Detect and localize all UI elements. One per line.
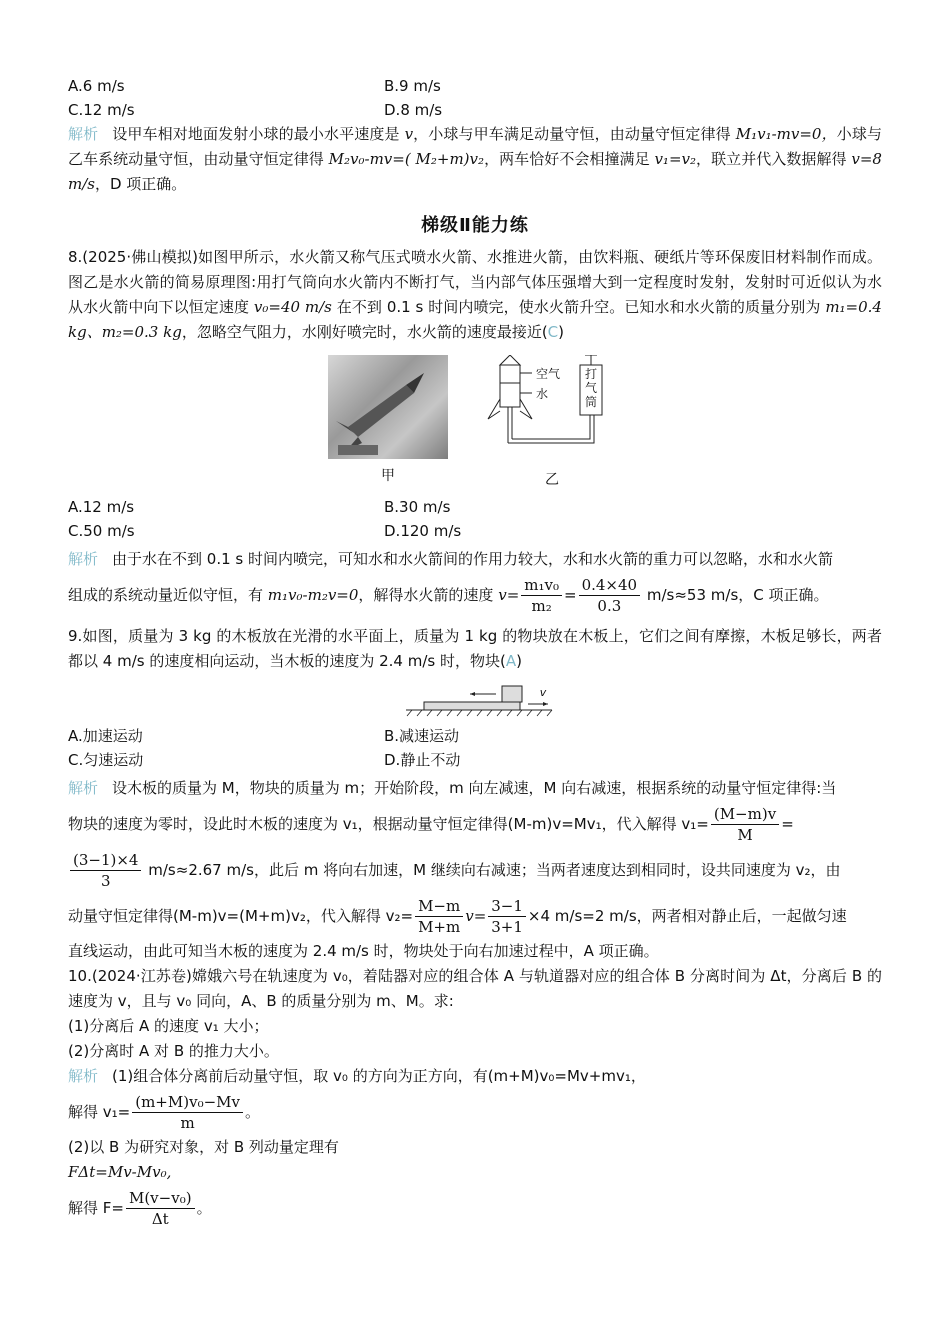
fig-pump-label: 打气筒: [584, 367, 597, 409]
q9-option-c: C.匀速运动: [68, 751, 144, 769]
rocket-photo-icon: [328, 355, 448, 459]
water-rocket-photo: [328, 355, 448, 459]
figure-a: [328, 355, 448, 489]
document-page: [68, 74, 882, 1231]
q7-option-b: B.9 m/s: [384, 77, 441, 95]
q8-analysis: 解析 由于水在不到 0.1 s 时间内喷完，可知水和水火箭间的作用力较大，水和水火箭的重力可以忽略，水和水火箭: [68, 550, 833, 568]
q8-stem: 8.(2025·佛山模拟)如图甲所示，水火箭又称气压式喷水火箭、水推进火箭，由饮料瓶、硬纸片等环保废旧材料制作而成。图乙是水火箭的简易原理图:用打气筒向水火箭内不断打气，当内部气体压强增大到一定程度时发射，发射时可近似认为水从水火箭中向下以恒定速度 v₀=40 m/s 在不到 0.1 s 时间内喷完，使水火箭升空。已知水和水火箭的质量分别为 m₁=0.4 kg、m₂=0.3 kg，忽略空气阻力，水刚好喷完时，水火箭的速度最接近(C): [68, 248, 882, 341]
q8-options-row-2: [68, 519, 882, 543]
figure-b-caption: 乙: [545, 472, 559, 488]
q9-figure: [68, 682, 882, 718]
q9-stem: 9.如图，质量为 3 kg 的木板放在光滑的水平面上，质量为 1 kg 的物块放在木板上，它们之间有摩擦，木板足够长，两者都以 4 m/s 的速度相向运动，当木板的速度为 2.4 m/s 时，物块(A): [68, 627, 882, 670]
q9-option-a: A.加速运动: [68, 727, 143, 745]
fig-air-label: 空气: [536, 367, 561, 381]
q8-option-b: B.30 m/s: [384, 498, 451, 516]
q7-options-row-2: [68, 98, 882, 122]
fraction: $\frac{3-1}{3+1}$: [488, 896, 526, 937]
section-title: 梯级Ⅱ能力练: [421, 215, 529, 236]
analysis-label: 解析: [68, 125, 99, 143]
q8-options-row-1: [68, 495, 882, 519]
fraction: $\frac{0.4\times 40}{0.3}$: [579, 575, 641, 616]
fig-v-label: v: [539, 686, 547, 699]
q9-analysis-line-3: $\frac{(3-1)\times 4}{3}$ m/s≈2.67 m/s，此后 m 将向右加速，M 继续向右减速；当两者速度达到相同时，设共同速度为 v₂，由: [68, 847, 882, 893]
q7-option-d: D.8 m/s: [384, 101, 443, 119]
q10-sub-1: (1)分离后 A 的速度 v₁ 大小；: [68, 1017, 269, 1035]
q7-option-a: A.6 m/s: [68, 77, 125, 95]
q7-option-c: C.12 m/s: [68, 101, 135, 119]
q8-option-a: A.12 m/s: [68, 498, 135, 516]
q8-answer: C: [547, 323, 559, 341]
q10-analysis: 解析 (1)组合体分离前后动量守恒，取 v₀ 的方向为正方向，有(m+M)v₀=Mv+mv₁，: [68, 1067, 646, 1085]
q9-options-row-2: [68, 748, 882, 772]
q10-solve-2: 解得 F= $\frac{\text{M(v−v₀)}}{\Delta t}$ 。: [68, 1189, 212, 1228]
q9-analysis-line-2: 物块的速度为零时，设此时木板的速度为 v₁，根据动量守恒定律得(M-m)v=Mv₁，代入解得 v₁= $\frac{(M-m)v}{M}$ =: [68, 805, 794, 844]
fraction: $\frac{(3-1)\times 4}{3}$: [70, 850, 141, 891]
q8-option-c: C.50 m/s: [68, 522, 135, 540]
fig-water-label: 水: [536, 387, 549, 401]
fraction: $\frac{M-m}{M+m}$: [415, 896, 463, 937]
analysis-label: 解析: [68, 1067, 99, 1085]
q10-sub-2: (2)分离时 A 对 B 的推力大小。: [68, 1042, 279, 1060]
q9-options-row-1: [68, 724, 882, 748]
fraction: $\frac{\text{M(v−v₀)}}{\Delta t}$: [126, 1188, 195, 1229]
q9-option-b: B.减速运动: [384, 727, 460, 745]
q8-analysis-line-2: 组成的系统动量近似守恒，有 m₁v₀-m₂v=0，解得水火箭的速度 v= $\frac{\text{m₁v₀}}{\text{m₂}}$ = $\frac{0.4\times 40}{0.3}$ m/s≈53 m/s，C 项正确。: [68, 576, 829, 615]
q8-figures: [68, 355, 882, 489]
q10-analysis-2: (2)以 B 为研究对象，对 B 列动量定理有: [68, 1138, 339, 1156]
q9-analysis: 解析 设木板的质量为 M，物块的质量为 m；开始阶段，m 向左减速，M 向右减速，根据系统的动量守恒定律得:当: [68, 779, 837, 797]
q9-analysis-line-4: 动量守恒定律得(M-m)v=(M+m)v₂，代入解得 v₂= $\frac{M-m}{M+m}$ v= $\frac{3-1}{3+1}$ ×4 m/s=2 m/s，两者相对静止后，一起做匀速: [68, 897, 847, 936]
board-block-diagram: [404, 682, 554, 718]
q8-option-d: D.120 m/s: [384, 522, 462, 540]
fraction: $\frac{(M-m)v}{M}$: [711, 804, 779, 845]
analysis-label: 解析: [68, 779, 99, 797]
q7-analysis: 解析 设甲车相对地面发射小球的最小水平速度是 v，小球与甲车满足动量守恒，由动量守恒定律得 M₁v₁-mv=0，小球与乙车系统动量守恒，由动量守恒定律得 M₂v₀-mv=( M₂+m)v₂，两车恰好不会相撞满足 v₁=v₂，联立并代入数据解得 v=8 m/s，D 项正确。: [68, 125, 882, 193]
fraction: $\frac{\text{(m+M)v₀−Mv}}{m}$: [132, 1092, 243, 1133]
figure-b: [482, 355, 622, 489]
fraction: $\frac{\text{m₁v₀}}{\text{m₂}}$: [521, 575, 562, 616]
q10-solve-1: 解得 v₁= $\frac{\text{(m+M)v₀−Mv}}{m}$ 。: [68, 1093, 260, 1132]
figure-a-caption: 甲: [381, 468, 395, 484]
q9-answer: A: [505, 652, 517, 670]
q9-analysis-line-5: 直线运动，由此可知当木板的速度为 2.4 m/s 时，物块处于向右加速过程中，A 项正确。: [68, 942, 659, 960]
analysis-label: 解析: [68, 550, 99, 568]
q10-stem: 10.(2024·江苏卷)嫦娥六号在轨速度为 v₀，着陆器对应的组合体 A 与轨道器对应的组合体 B 分离时间为 Δt，分离后 B 的速度为 v，且与 v₀ 同向，A、B 的质量分别为 m、M。求:: [68, 967, 882, 1010]
q10-eq-2: FΔt=Mv-Mv₀,: [68, 1163, 172, 1181]
q7-options-row-1: [68, 74, 882, 98]
q9-option-d: D.静止不动: [384, 751, 461, 769]
